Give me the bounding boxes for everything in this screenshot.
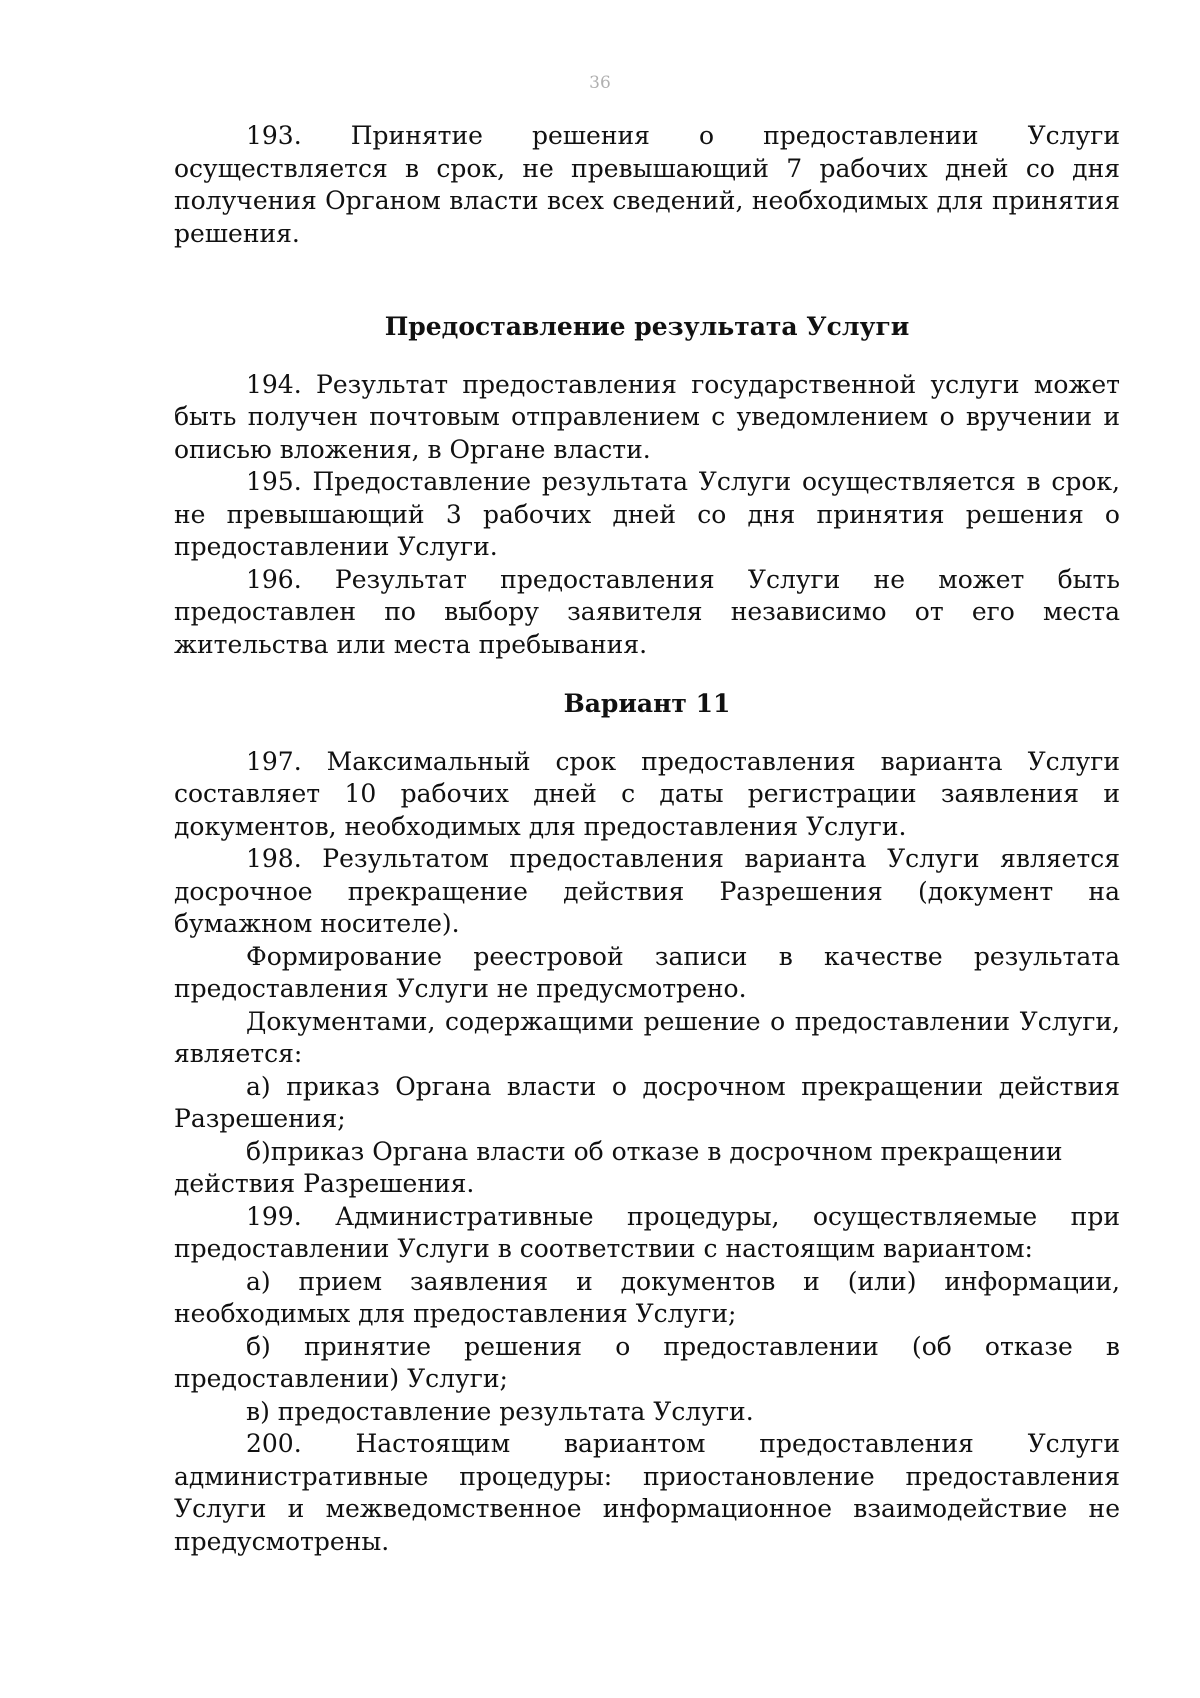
paragraph-199: 199. Административные процедуры, осуществляемые при предоставлении Услуги в соответствии с настоящим вариантом: [174,1201,1120,1263]
page-number: 36 [589,73,611,93]
paragraph-documents: Документами, содержащими решение о предоставлении Услуги, является: [174,1006,1120,1068]
section-heading-variant: Вариант 11 [563,689,731,718]
paragraph-194: 194. Результат предоставления государственной услуги может быть получен почтовым отправлением с уведомлением о вручении и описью вложения, в Органе власти. [174,369,1120,464]
procedure-item-c: в) предоставление результата Услуги. [246,1396,754,1426]
paragraph-198: 198. Результатом предоставления варианта Услуги является досрочное прекращение действия Разрешения (документ на бумажном носителе). [174,844,1120,938]
procedure-item-a: а) прием заявления и документов и (или) информации, необходимых для предоставления Услуги; [174,1266,1120,1328]
procedure-item-b: б) принятие решения о предоставлении (об отказе в предоставлении) Услуги; [174,1331,1120,1393]
section-heading-result: Предоставление результата Услуги [384,312,910,341]
list-item-a: а) приказ Органа власти о досрочном прекращении действия Разрешения; [174,1071,1120,1133]
paragraph-200: 200. Настоящим вариантом предоставления Услуги административные процедуры: приостановление предоставления Услуги и межведомственное информационное взаимодействие не предусмотрены. [174,1429,1120,1556]
document-body [174,120,1120,1558]
paragraph-193: 193. Принятие решения о предоставлении Услуги осуществляется в срок, не превышающий 7 рабочих дней со дня получения Органом власти всех сведений, необходимых для принятия решения. [174,121,1120,248]
list-item-b: б)приказ Органа власти об отказе в досрочном прекращении действия Разрешения. [174,1136,1063,1198]
paragraph-195: 195. Предоставление результата Услуги осуществляется в срок, не превышающий 3 рабочих дней со дня принятия решения о предоставлении Услуги. [174,467,1120,561]
paragraph-197: 197. Максимальный срок предоставления варианта Услуги составляет 10 рабочих дней с даты регистрации заявления и документов, необходимых для предоставления Услуги. [174,746,1120,841]
paragraph-formation: Формирование реестровой записи в качестве результата предоставления Услуги не предусмотрено. [174,941,1120,1003]
paragraph-196: 196. Результат предоставления Услуги не может быть предоставлен по выбору заявителя независимо от его места жительства или места пребывания. [174,564,1120,659]
